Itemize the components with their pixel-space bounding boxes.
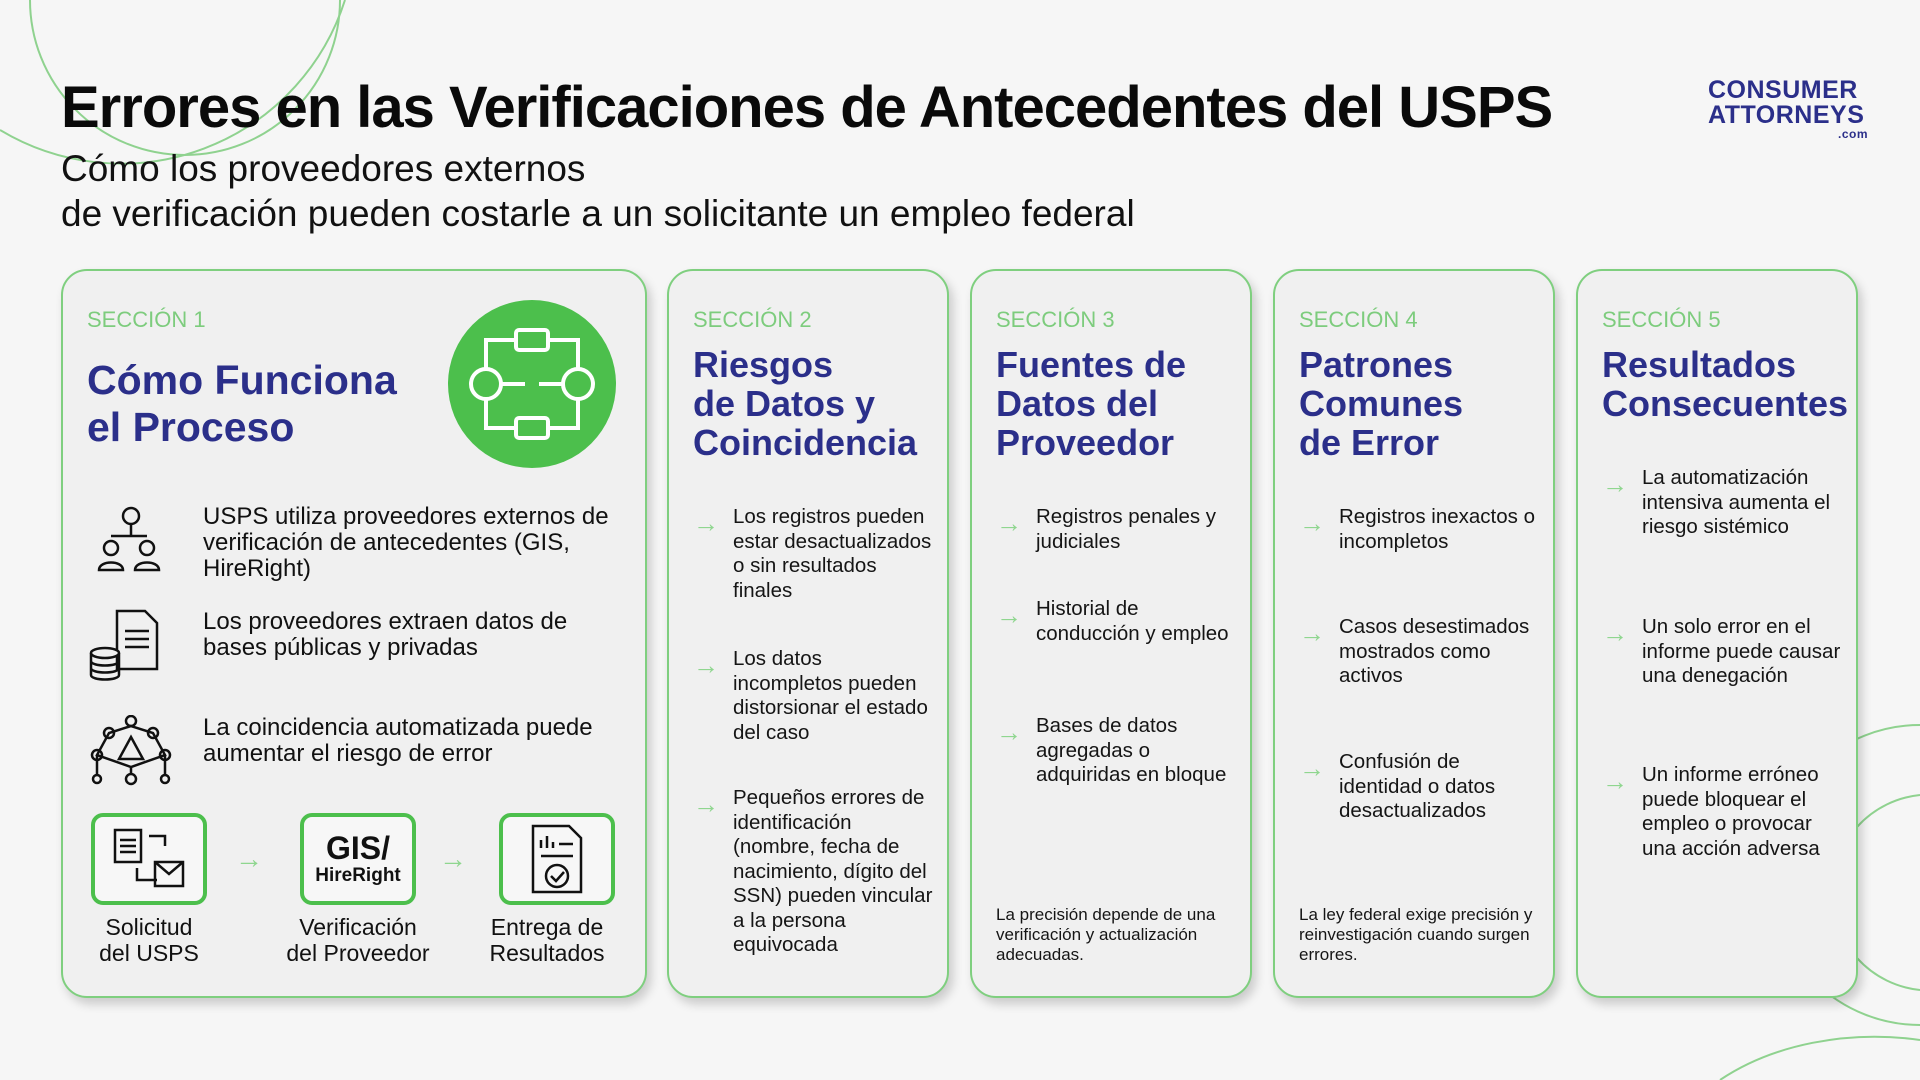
section-1-card (61, 269, 647, 998)
item-text: Pequeños errores de identificación (nombre, fecha de nacimiento, dígito del SSN) pueden vincular a la persona equivocada (733, 786, 933, 956)
process-item (89, 609, 625, 681)
arrow-right-icon: → (1299, 508, 1325, 538)
section-heading (1602, 345, 1848, 423)
section-note: La ley federal exige precisión y reinvestigación cuando surgen errores. (1299, 905, 1533, 964)
item-text: Los registros pueden estar desactualizados o sin resultados finales (733, 505, 932, 602)
application-exchange-icon (111, 826, 187, 892)
arrow-right-icon: → (693, 789, 719, 819)
list-item (1299, 615, 1539, 689)
page-title: Errores en las Verificaciones de Antecedentes del USPS (61, 75, 1553, 140)
list-item (693, 505, 933, 603)
flow-label-line: Entrega de (490, 914, 604, 940)
list-item (1602, 763, 1842, 861)
section-3-card (970, 269, 1252, 998)
document-database-icon (89, 609, 173, 681)
list-item (1299, 505, 1539, 554)
heading-line: de Error (1299, 422, 1440, 463)
flow-label-line: Resultados (489, 940, 605, 966)
flow-label-line: del USPS (99, 940, 199, 966)
item-text: Confusión de identidad o datos desactualizados (1339, 750, 1496, 822)
section-label: SECCIÓN 4 (1299, 307, 1418, 332)
list-item (1299, 750, 1539, 824)
arrow-right-icon: → (693, 508, 719, 538)
provider-box-text: GIS/ (325, 830, 390, 866)
item-text: Un informe erróneo puede bloquear el empleo o provocar una acción adversa (1642, 763, 1820, 860)
heading-line: Comunes (1299, 383, 1464, 424)
section-heading (1299, 345, 1463, 462)
flow-label (59, 914, 239, 966)
heading-line: Consecuentes (1602, 383, 1849, 424)
flow-label (457, 914, 637, 966)
item-text: Historial de conducción y empleo (1036, 597, 1229, 645)
list-item (693, 786, 933, 958)
logo-line2: ATTORNEYS (1708, 101, 1865, 129)
flow-label (268, 914, 448, 966)
heading-line: Coincidencia (693, 422, 918, 463)
heading-line: el Proceso (87, 404, 295, 450)
decorative-arc (1720, 1037, 1920, 1080)
item-text: Los datos incompletos pueden distorsionar el estado del caso (733, 647, 928, 744)
process-flow-icon (448, 300, 616, 468)
section-label: SECCIÓN 2 (693, 307, 812, 332)
flow-label-line: Verificación (299, 914, 417, 940)
flow-label-line: Solicitud (105, 914, 193, 940)
list-item (1602, 466, 1842, 540)
subtitle-line: Cómo los proveedores externos (61, 148, 586, 189)
item-text: La automatización intensiva aumenta el riesgo sistémico (1642, 466, 1831, 538)
arrow-right-icon: → (1602, 618, 1628, 648)
flow-step-application (91, 813, 207, 905)
arrow-right-icon: → (693, 650, 719, 680)
arrow-right-icon: → (1602, 766, 1628, 796)
arrow-right-icon: → (996, 717, 1022, 747)
item-text: Los proveedores extraen datos de bases públicas y privadas (203, 608, 568, 661)
logo-line1: CONSUMER (1708, 76, 1858, 104)
flow-label-line: del Proveedor (286, 940, 430, 966)
page-subtitle (61, 146, 1135, 236)
arrow-right-icon: → (996, 508, 1022, 538)
logo-suffix: .com (1837, 127, 1868, 141)
heading-line: Cómo Funciona (87, 357, 397, 403)
section-5-card (1576, 269, 1858, 998)
provider-box-text: HireRight (315, 865, 401, 886)
section-heading (996, 345, 1186, 462)
list-item (996, 505, 1236, 554)
heading-line: Resultados (1602, 344, 1797, 385)
section-label: SECCIÓN 3 (996, 307, 1115, 332)
arrow-right-icon: → (1299, 618, 1325, 648)
list-item (996, 597, 1236, 646)
heading-line: Patrones (1299, 344, 1454, 385)
section-note: La precisión depende de una verificación y actualización adecuadas. (996, 905, 1216, 964)
section-label: SECCIÓN 5 (1602, 307, 1721, 332)
process-item (89, 715, 625, 787)
consumer-attorneys-logo[interactable] (1708, 78, 1868, 140)
subtitle-line: de verificación pueden costarle a un solicitante un empleo federal (61, 193, 1135, 234)
item-text: USPS utiliza proveedores externos de verificación de antecedentes (GIS, HireRight) (203, 503, 609, 582)
item-text: Bases de datos agregadas o adquiridas en bloque (1036, 714, 1227, 786)
item-text: La coincidencia automatizada puede aumentar el riesgo de error (203, 714, 593, 767)
people-gear-icon (89, 504, 173, 576)
list-item (1602, 615, 1842, 689)
process-item (89, 504, 625, 582)
network-warning-icon (89, 715, 173, 787)
section-heading (693, 345, 917, 462)
report-check-icon (527, 822, 587, 896)
arrow-right-icon: → (1299, 753, 1325, 783)
item-text: Registros inexactos o incompletos (1339, 505, 1535, 553)
item-text: Un solo error en el informe puede causar una denegación (1642, 615, 1841, 687)
flow-step-provider (300, 813, 416, 905)
heading-line: Riesgos (693, 344, 834, 385)
heading-line: de Datos y (693, 383, 876, 424)
section-heading (87, 357, 397, 451)
heading-line: Datos del (996, 383, 1159, 424)
flow-step-results (499, 813, 615, 905)
heading-line: Fuentes de (996, 344, 1187, 385)
section-2-card (667, 269, 949, 998)
list-item (693, 647, 933, 745)
heading-line: Proveedor (996, 422, 1175, 463)
item-text: Registros penales y judiciales (1036, 505, 1217, 553)
flow-arrow-icon: → (235, 843, 263, 874)
arrow-right-icon: → (1602, 469, 1628, 499)
list-item (996, 714, 1236, 788)
item-text: Casos desestimados mostrados como activos (1339, 615, 1530, 687)
flow-arrow-icon: → (439, 843, 467, 874)
arrow-right-icon: → (996, 600, 1022, 630)
section-4-card (1273, 269, 1555, 998)
section-label: SECCIÓN 1 (87, 307, 206, 332)
